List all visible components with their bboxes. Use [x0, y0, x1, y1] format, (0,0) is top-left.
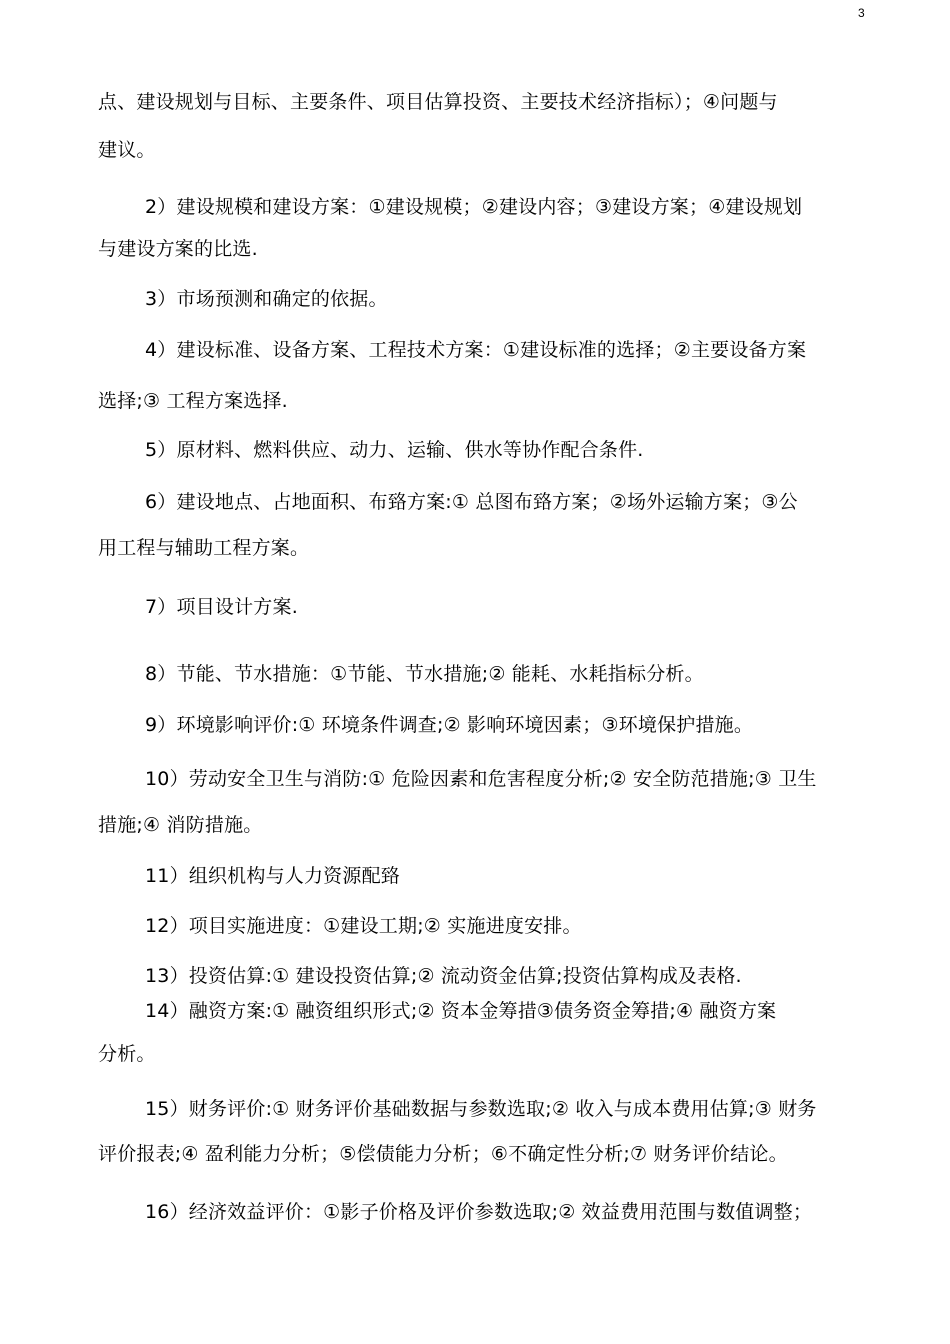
text-line: 10）劳动安全卫生与消防:① 危险因素和危害程度分析;② 安全防范措施;③ 卫生	[145, 768, 817, 790]
text-line: 9）环境影响评价:① 环境条件调查;② 影响环境因素；③环境保护措施。	[145, 714, 754, 736]
text-line: 点、建设规划与目标、主要条件、项目估算投资、主要技术经济指标）；④问题与	[98, 91, 778, 113]
text-line: 用工程与辅助工程方案。	[98, 537, 310, 559]
text-line: 4）建设标准、设备方案、工程技术方案：①建设标准的选择；②主要设备方案	[145, 339, 807, 361]
text-line: 12）项目实施进度：①建设工期;② 实施进度安排。	[145, 915, 582, 937]
text-line: 评价报表;④ 盈利能力分析；⑤偿债能力分析；⑥不确定性分析;⑦ 财务评价结论。	[98, 1143, 788, 1165]
text-line: 8）节能、节水措施：①节能、节水措施;② 能耗、水耗指标分析。	[145, 663, 704, 685]
text-line: 分析。	[98, 1043, 156, 1065]
text-line: 选择;③ 工程方案选择.	[98, 390, 288, 412]
text-line: 15）财务评价:① 财务评价基础数据与参数选取;② 收入与成本费用估算;③ 财务	[145, 1098, 817, 1120]
text-line: 3）市场预测和确定的依据。	[145, 288, 388, 310]
text-line: 7）项目设计方案.	[145, 596, 298, 618]
text-line: 5）原材料、燃料供应、动力、运输、供水等协作配合条件.	[145, 439, 644, 461]
text-line: 13）投资估算:① 建设投资估算;② 流动资金估算;投资估算构成及表格.	[145, 965, 742, 987]
text-line: 6）建设地点、占地面积、布臵方案:① 总图布臵方案；②场外运输方案；③公	[145, 491, 798, 513]
text-line: 与建设方案的比选.	[98, 238, 258, 260]
text-line: 11）组织机构与人力资源配臵	[145, 865, 400, 887]
text-line: 措施;④ 消防措施。	[98, 814, 263, 836]
text-line: 2）建设规模和建设方案：①建设规模；②建设内容；③建设方案；④建设规划	[145, 196, 803, 218]
page-number: 3	[858, 6, 865, 20]
text-line: 14）融资方案:① 融资组织形式;② 资本金筹措③债务资金筹措;④ 融资方案	[145, 1000, 777, 1022]
text-line: 16）经济效益评价：①影子价格及评价参数选取;② 效益费用范围与数值调整；	[145, 1201, 813, 1223]
text-line: 建议。	[98, 139, 156, 161]
